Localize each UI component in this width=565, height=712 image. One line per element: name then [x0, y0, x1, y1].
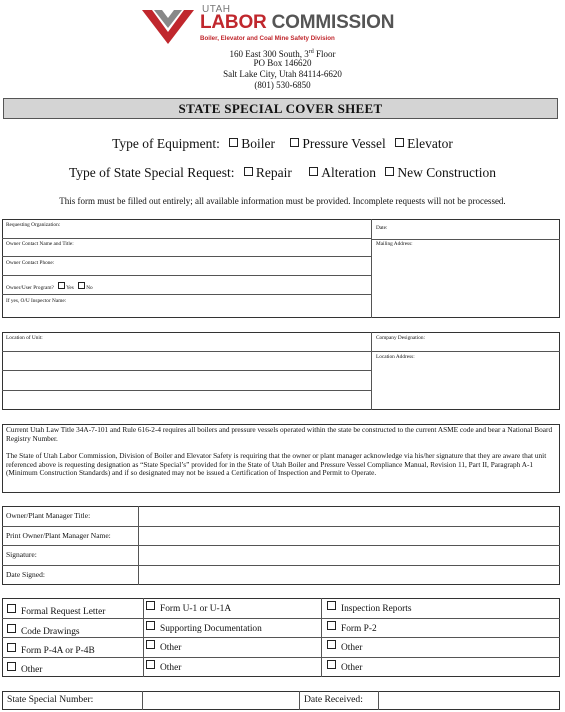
formal-request-letter-checkbox[interactable]: [7, 604, 16, 613]
location-of-unit-field[interactable]: Location of Unit:: [6, 335, 43, 341]
form-u1-checkbox[interactable]: [146, 601, 155, 610]
form-p4-option[interactable]: Form P-4A or P-4B: [7, 643, 95, 656]
date-field[interactable]: Date:: [376, 225, 388, 231]
program-yes-label: Yes: [66, 285, 74, 291]
other-checkbox-4[interactable]: [327, 640, 336, 649]
repair-checkbox[interactable]: [244, 167, 253, 176]
address-line-1: 160 East 300 South, 3rd Floor: [229, 49, 336, 59]
form-p4-checkbox[interactable]: [7, 643, 16, 652]
other-checkbox-5[interactable]: [327, 660, 336, 669]
elevator-checkbox[interactable]: [395, 138, 404, 147]
supporting-documentation-option[interactable]: Supporting Documentation: [146, 621, 262, 634]
request-type-row: [0, 165, 565, 181]
form-u1-option[interactable]: Form U-1 or U-1A: [146, 601, 231, 614]
law-paragraph-2: The State of Utah Labor Commission, Division of Boiler and Elevator Safety is requiring that the owner or plant manager acknowledge via his/her signature that they are aware that unit referenced above is requesting designation as “State Special’s” provided for in the State of Utah Boiler and Pressure Vessel Compliance Manual, Revision 11, Part II, Paragraph A-1 (Minimum Construction Standards) and if so designated may not be issued a Certification of Inspection and Permit to Operate.: [6, 451, 547, 478]
labor-commission-logo: [140, 4, 395, 48]
pressure-vessel-label: Pressure Vessel: [302, 136, 386, 151]
company-designation-field[interactable]: Company Designation:: [376, 335, 425, 341]
signature-field[interactable]: Signature:: [6, 550, 37, 559]
address-line-2: PO Box 146620: [253, 58, 312, 68]
other-checkbox-2[interactable]: [146, 640, 155, 649]
alteration-label: Alteration: [321, 165, 376, 180]
program-no-label: No: [86, 285, 93, 291]
inspection-reports-checkbox[interactable]: [327, 601, 336, 610]
request-label: Type of State Special Request:: [69, 165, 235, 180]
form-notice: This form must be filled out entirely; all available information must be provided. Incomplete requests will not be processed.: [59, 196, 506, 206]
program-yes-checkbox[interactable]: [58, 282, 65, 289]
pressure-vessel-checkbox[interactable]: [290, 138, 299, 147]
logo-name: LABOR COMMISSION: [200, 12, 395, 33]
owner-program-row: [6, 282, 93, 291]
date-received-field[interactable]: [379, 692, 559, 709]
state-special-number-label: State Special Number:: [7, 694, 94, 705]
equipment-type-row: [0, 136, 565, 152]
formal-request-letter-option[interactable]: Formal Request Letter: [7, 604, 105, 617]
date-signed-field[interactable]: Date Signed:: [6, 570, 45, 579]
form-p2-option[interactable]: Form P-2: [327, 621, 377, 634]
code-drawings-option[interactable]: Code Drawings: [7, 624, 80, 637]
other-option-5[interactable]: Other: [327, 660, 362, 673]
owner-program-label: Owner/User Program?: [6, 285, 54, 291]
location-address-field[interactable]: Location Address:: [376, 354, 415, 360]
other-checkbox-1[interactable]: [7, 662, 16, 671]
location-section: [2, 332, 560, 410]
logo-utah-text: UTAH: [202, 4, 231, 15]
other-option-3[interactable]: Other: [146, 660, 181, 673]
new-construction-checkbox[interactable]: [385, 167, 394, 176]
state-special-number-field[interactable]: [143, 692, 298, 709]
other-option-2[interactable]: Other: [146, 640, 181, 653]
other-checkbox-3[interactable]: [146, 660, 155, 669]
boiler-checkbox[interactable]: [229, 138, 238, 147]
program-no-checkbox[interactable]: [78, 282, 85, 289]
code-drawings-checkbox[interactable]: [7, 624, 16, 633]
inspection-reports-option[interactable]: Inspection Reports: [327, 601, 412, 614]
page-title: STATE SPECIAL COVER SHEET: [3, 98, 558, 119]
new-construction-label: New Construction: [397, 165, 496, 180]
address-line-3: Salt Lake City, Utah 84114-6620: [223, 69, 342, 79]
other-option-4[interactable]: Other: [327, 640, 362, 653]
owner-contact-field[interactable]: Owner Contact Name and Title:: [6, 241, 74, 247]
owner-title-field[interactable]: Owner/Plant Manager Title:: [6, 511, 91, 520]
print-name-field[interactable]: Print Owner/Plant Manager Name:: [6, 531, 111, 540]
supporting-documentation-checkbox[interactable]: [146, 621, 155, 630]
alteration-checkbox[interactable]: [309, 167, 318, 176]
requesting-organization-field[interactable]: Requesting Organization:: [6, 222, 61, 228]
repair-label: Repair: [255, 165, 292, 180]
owner-phone-field[interactable]: Owner Contact Phone:: [6, 260, 55, 266]
boiler-label: Boiler: [241, 136, 276, 151]
date-received-label: Date Received:: [304, 694, 363, 705]
form-p2-checkbox[interactable]: [327, 621, 336, 630]
elevator-label: Elevator: [407, 136, 453, 151]
address-line-4: (801) 530-6850: [254, 80, 311, 90]
logo-chevron-icon: [140, 6, 196, 46]
requester-section: [2, 219, 560, 318]
inspector-name-field[interactable]: If yes, O/U Inspector Name:: [6, 298, 67, 304]
mailing-address-field[interactable]: Mailing Address:: [376, 241, 413, 247]
other-option-1[interactable]: Other: [7, 662, 42, 675]
logo-tagline: Boiler, Elevator and Coal Mine Safety Division: [200, 35, 335, 42]
law-paragraph-1: Current Utah Law Title 34A-7-101 and Rule 616-2-4 requires all boilers and pressure vessels operated within the state be constructed to the current ASME code and bear a National Board Registry Number.: [6, 425, 553, 443]
equipment-label: Type of Equipment:: [112, 136, 220, 151]
